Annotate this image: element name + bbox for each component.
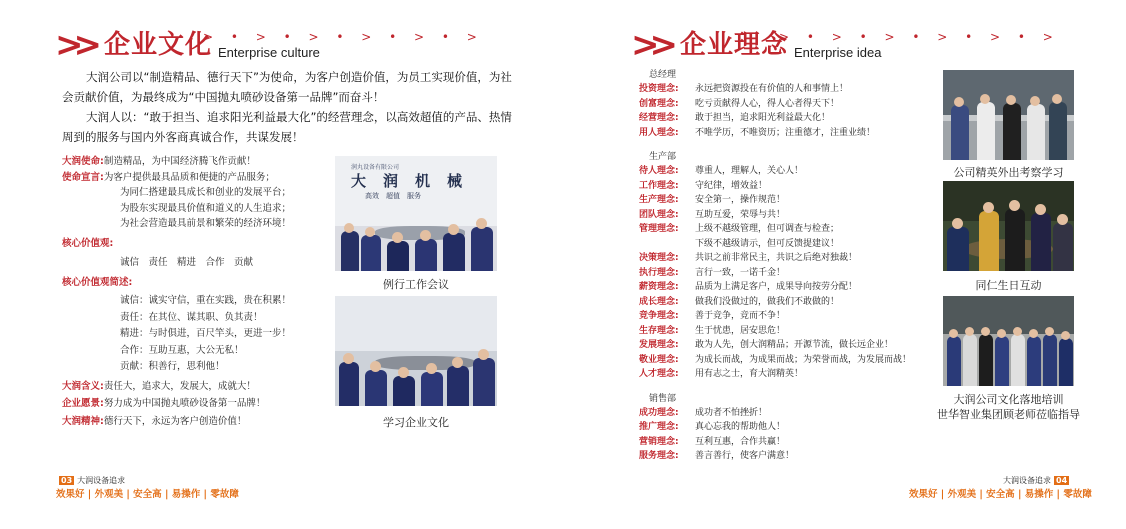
core-values: 诚信 责任 精进 合作 贡献 <box>120 257 254 268</box>
idea-item: 团队理念: 互助互爱，荣辱与共！ <box>639 209 786 220</box>
declaration-row: 为社会营造最具前景和繁荣的经济环境！ <box>120 218 292 229</box>
core-brief-item: 精进：与时俱进，百尺竿头，更进一步！ <box>120 328 292 339</box>
idea-header <box>631 22 1060 65</box>
idea-item: 创富理念: 吃亏贡献得人心，得人心者得天下！ <box>639 98 840 109</box>
idea-item: 服务理念: 善言善行，使客户满意！ <box>639 451 795 461</box>
idea-item: 人才理念: 用有志之士，育大润精英！ <box>639 369 804 379</box>
study-photo <box>335 296 497 406</box>
meeting-photo: 润丸设备有限公司 大 润 机 械 高效 超值 服务 <box>335 156 497 271</box>
core-brief-item: 贡献：积善行，思利他！ <box>120 361 225 372</box>
declaration-row: 为股东实现最具价值和道义的人生追求； <box>120 202 292 214</box>
visit-photo-caption: 公司精英外出考察学习 <box>953 166 1064 179</box>
birthday-photo-caption: 同仁生日互动 <box>975 279 1042 292</box>
core-brief-item: 诚信：诚实守信，重在实践，贵在积累！ <box>120 295 292 306</box>
decorative-dots: > • > • > • > • > • > <box>203 30 484 44</box>
idea-item: 营销理念: 互利互惠，合作共赢！ <box>639 436 786 447</box>
training-photo-caption: 大润公司文化落地培训 世华智业集团顾老师莅临指导 <box>937 393 1080 421</box>
study-photo-caption: 学习企业文化 <box>383 416 449 429</box>
idea-item: 管理理念: 上级不越级管理，但可调查与检查； <box>639 224 840 234</box>
core-brief-label: 核心价值观简述: <box>62 276 133 288</box>
footer-brand: 大润设备追求 <box>1003 476 1051 485</box>
vision-row: 企业愿景: 努力成为中国抛丸喷砂设备第一品牌！ <box>62 398 266 409</box>
idea-item: 执行理念: 言行一致，一诺千金！ <box>639 267 786 278</box>
page-number: 03 <box>61 476 73 485</box>
spirit-row: 大润精神: 德行天下，永远为客户创造价值！ <box>62 415 247 427</box>
footer-slogan: 效果好 | 外观美 | 安全高 | 易操作 | 零故障 <box>909 489 1092 500</box>
culture-intro <box>62 67 522 147</box>
idea-item: 用人理念: 不唯学历，不唯资历；注重德才，注重业绩！ <box>639 127 876 138</box>
mission-row: 大润使命: 制造精品，为中国经济腾飞作贡献！ <box>62 156 256 167</box>
footer-slogan: 效果好 | 外观美 | 安全高 | 易操作 | 零故障 <box>56 489 239 500</box>
training-photo <box>943 296 1074 386</box>
idea-item: 下级不越级请示，但可反馈提建议！ <box>695 238 840 249</box>
idea-item: 工作理念: 守纪律，增效益！ <box>639 180 768 191</box>
decorative-dots: > • > • > • > • > • > <box>779 30 1060 44</box>
intro-paragraph: 大润公司以“制造精品、德行天下”为使命，为客户创造价值，为员工实现价值，为社会贡献价值，为最终成为“中国抛丸喷砂设备第一品牌”而奋斗！ <box>62 70 512 104</box>
footer-page-number <box>56 475 125 486</box>
meaning-row: 大润含义: 责任大，追求大，发展大，成就大！ <box>62 380 256 392</box>
idea-item: 薪资理念: 品质为上满足客户，成果导向按劳分配！ <box>639 282 858 292</box>
idea-item: 生产理念: 安全第一，操作规范！ <box>639 195 786 205</box>
idea-item: 待人理念: 尊重人，理解人，关心人！ <box>639 166 804 176</box>
page-number: 04 <box>1056 476 1068 485</box>
visit-photo <box>943 70 1074 160</box>
intro-paragraph: 大润人以：“敢于担当、追求阳光利益最大化”的经营理念，以高效超值的产品、热情周到的服务与国内外客商真诚合作，共谋发展！ <box>62 110 512 144</box>
culture-title: 企业文化 <box>103 30 212 60</box>
idea-item: 成功理念: 成功者不怕挫折！ <box>639 407 768 418</box>
idea-title-en: Enterprise idea <box>794 45 882 60</box>
group-header-sales: 销售部 <box>649 393 677 404</box>
idea-item: 竞争理念: 善于竞争，竞而不争！ <box>639 311 786 321</box>
idea-item: 生存理念: 生于忧患，居安思危！ <box>639 325 786 336</box>
idea-item: 敬业理念: 为成长而战，为成果而战；为荣誉而战，为发展而战！ <box>639 354 912 365</box>
footer-page-number <box>1003 475 1072 486</box>
double-chevron-icon: >> <box>631 25 668 65</box>
idea-item: 发展理念: 敢为人先，创大润精品；开源节流，做长远企业！ <box>639 340 894 350</box>
idea-item: 决策理念: 共识之前非常民主，共识之后绝对独裁！ <box>639 253 858 263</box>
core-brief-item: 责任：在其位、谋其职、负其责！ <box>120 311 263 323</box>
idea-list <box>639 68 939 464</box>
culture-title-en: Enterprise culture <box>218 45 320 60</box>
idea-item: 推广理念: 真心忘我的帮助他人！ <box>639 422 786 432</box>
idea-item: 经营理念: 敢于担当，追求阳光利益最大化！ <box>639 113 831 123</box>
meeting-photo-caption: 例行工作会议 <box>383 278 449 291</box>
double-chevron-icon: >> <box>55 25 92 65</box>
right-page <box>563 0 1126 529</box>
declaration-row: 使命宣言: 为客户提供最具品质和便捷的产品服务； <box>62 171 275 183</box>
culture-list <box>62 154 332 429</box>
core-brief-item: 合作：互助互惠，大公无私！ <box>120 344 244 356</box>
birthday-photo <box>943 181 1074 271</box>
culture-header <box>55 22 484 65</box>
idea-title: 企业理念 <box>679 30 788 60</box>
core-values-label: 核心价值观: <box>62 237 114 249</box>
group-header-gm: 总经理 <box>649 70 677 80</box>
idea-item: 成长理念: 做我们没做过的，做我们不敢做的！ <box>639 296 840 307</box>
idea-item: 投资理念: 永远把资源投在有价值的人和事情上！ <box>639 84 849 94</box>
declaration-row: 为同仁搭建最具成长和创业的发展平台； <box>120 187 292 198</box>
group-header-production: 生产部 <box>649 152 677 162</box>
footer-brand: 大润设备追求 <box>77 476 126 485</box>
